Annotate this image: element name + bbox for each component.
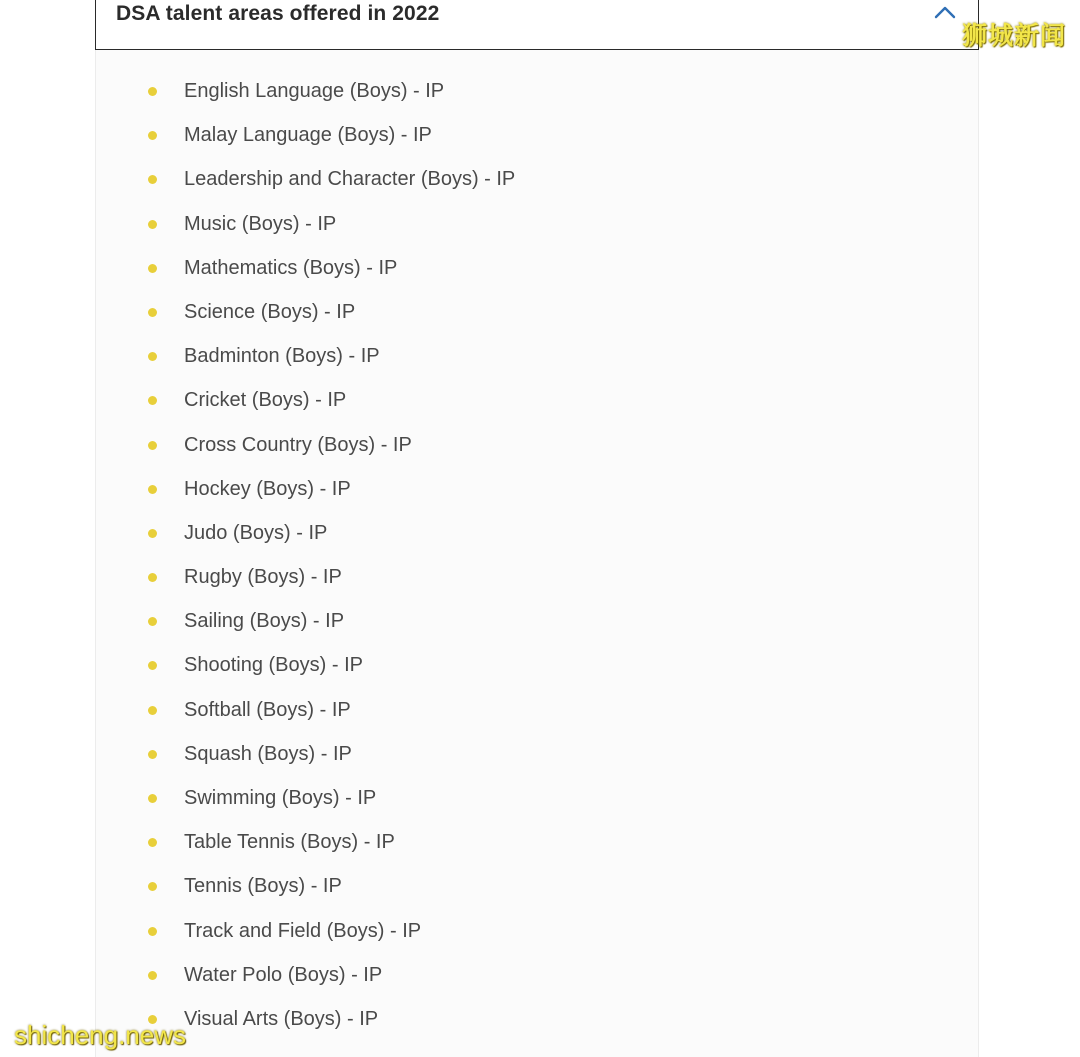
bullet-icon <box>148 220 157 229</box>
list-item <box>96 120 978 164</box>
chevron-up-icon[interactable] <box>934 4 956 20</box>
bullet-icon <box>148 87 157 96</box>
bullet-icon <box>148 617 157 626</box>
bullet-icon <box>148 131 157 140</box>
talent-area-label: Table Tennis (Boys) - IP <box>184 831 395 854</box>
list-item <box>96 341 978 385</box>
bullet-icon <box>148 927 157 936</box>
talent-area-label: Water Polo (Boys) - IP <box>184 963 383 986</box>
bullet-icon <box>148 750 157 759</box>
list-item <box>96 253 978 297</box>
bullet-icon <box>148 308 157 317</box>
list-item <box>96 739 978 783</box>
watermark-site: shicheng.news <box>14 1020 186 1050</box>
bullet-icon <box>148 264 157 273</box>
bullet-icon <box>148 573 157 582</box>
list-item <box>96 871 978 915</box>
talent-area-label: Swimming (Boys) - IP <box>184 787 377 809</box>
talent-area-label: Softball (Boys) - IP <box>184 698 351 721</box>
talent-area-label: Tennis (Boys) - IP <box>184 875 342 898</box>
talent-area-label: Shooting (Boys) - IP <box>184 654 363 677</box>
talent-area-label: Track and Field (Boys) - IP <box>184 919 422 942</box>
list-item <box>96 209 978 253</box>
accordion-body <box>95 50 979 1057</box>
dsa-talent-accordion <box>95 0 979 1057</box>
list-item <box>96 1004 978 1048</box>
bullet-icon <box>148 971 157 980</box>
list-item <box>96 385 978 429</box>
list-item <box>96 474 978 518</box>
bullet-icon <box>148 838 157 847</box>
list-item <box>96 827 978 871</box>
list-item <box>96 562 978 606</box>
list-item <box>96 164 978 208</box>
talent-area-label: Malay Language (Boys) - IP <box>184 124 432 147</box>
talent-area-label: Badminton (Boys) - IP <box>184 345 380 368</box>
talent-area-list <box>96 50 978 1048</box>
bullet-icon <box>148 794 157 803</box>
accordion-title: DSA talent areas offered in 2022 <box>116 2 440 25</box>
talent-area-label: Visual Arts (Boys) - IP <box>184 1007 379 1030</box>
talent-area-label: Judo (Boys) - IP <box>184 521 328 544</box>
bullet-icon <box>148 352 157 361</box>
list-item <box>96 783 978 827</box>
accordion-header[interactable] <box>95 0 979 50</box>
bullet-icon <box>148 529 157 538</box>
bullet-icon <box>148 441 157 450</box>
talent-area-label: Hockey (Boys) - IP <box>184 477 351 500</box>
list-item <box>96 695 978 739</box>
list-item <box>96 76 978 120</box>
talent-area-label: Sailing (Boys) - IP <box>184 610 345 633</box>
list-item <box>96 518 978 562</box>
talent-area-label: Squash (Boys) - IP <box>184 742 352 765</box>
list-item <box>96 916 978 960</box>
talent-area-label: Cross Country (Boys) - IP <box>184 433 412 456</box>
bullet-icon <box>148 882 157 891</box>
talent-area-label: Music (Boys) - IP <box>184 212 337 235</box>
watermark-chinese: 狮城新闻 <box>961 22 1066 50</box>
talent-area-label: Cricket (Boys) - IP <box>184 389 347 412</box>
bullet-icon <box>148 485 157 494</box>
talent-area-label: English Language (Boys) - IP <box>184 80 445 102</box>
talent-area-label: Leadership and Character (Boys) - IP <box>184 168 516 191</box>
list-item <box>96 960 978 1004</box>
bullet-icon <box>148 661 157 670</box>
list-item <box>96 650 978 694</box>
bullet-icon <box>148 706 157 715</box>
talent-area-label: Rugby (Boys) - IP <box>184 566 342 589</box>
bullet-icon <box>148 175 157 184</box>
list-item <box>96 606 978 650</box>
list-item <box>96 430 978 474</box>
list-item <box>96 297 978 341</box>
talent-area-label: Science (Boys) - IP <box>184 300 356 323</box>
bullet-icon <box>148 396 157 405</box>
talent-area-label: Mathematics (Boys) - IP <box>184 256 398 279</box>
